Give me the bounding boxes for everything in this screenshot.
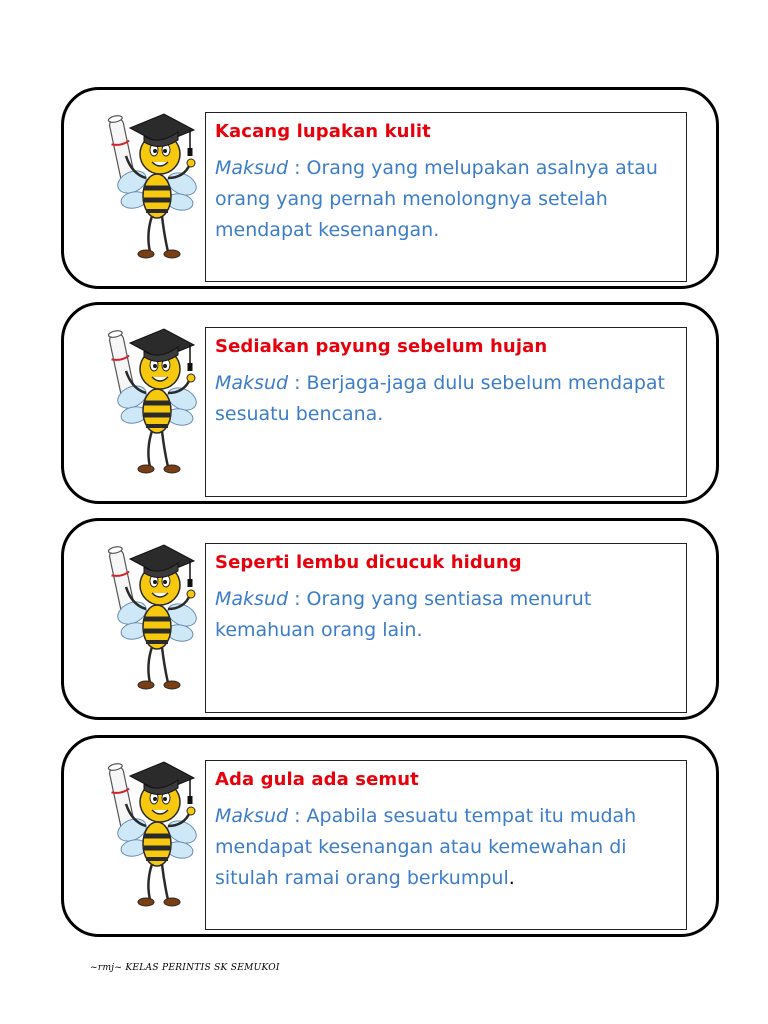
proverb-title: Sediakan payung sebelum hujan [215, 336, 548, 357]
graduate-bee-icon [102, 531, 202, 703]
meaning-label: Maksud [215, 805, 289, 827]
meaning-text: Apabila sesuatu tempat itu mudah mendapat kesenangan atau kemewahan di situlah ramai orang berkumpul [215, 805, 637, 889]
meaning-text: Orang yang sentiasa menurut kemahuan orang lain. [215, 588, 592, 641]
proverb-meaning [215, 153, 678, 246]
proverb-meaning [215, 368, 678, 430]
meaning-separator: : [288, 588, 307, 610]
meaning-separator: : [288, 157, 307, 179]
meaning-label: Maksud [215, 588, 289, 610]
proverb-title: Seperti lembu dicucuk hidung [215, 552, 522, 573]
proverb-card [61, 735, 719, 937]
proverb-text-box [205, 327, 687, 497]
proverb-text-box [205, 543, 687, 713]
proverb-title: Kacang lupakan kulit [215, 121, 431, 142]
proverb-meaning [215, 801, 678, 894]
proverb-meaning [215, 584, 678, 646]
proverb-title: Ada gula ada semut [215, 769, 419, 790]
meaning-period: . [508, 867, 515, 889]
proverb-text-box [205, 760, 687, 930]
proverb-text-box [205, 112, 687, 282]
meaning-text: Berjaga-jaga dulu sebelum mendapat sesuatu bencana. [215, 372, 665, 425]
proverb-card [61, 518, 719, 720]
proverb-card [61, 302, 719, 504]
meaning-separator: : [288, 805, 307, 827]
meaning-label: Maksud [215, 372, 289, 394]
graduate-bee-icon [102, 100, 202, 272]
graduate-bee-icon [102, 315, 202, 487]
meaning-text: Orang yang melupakan asalnya atau orang yang pernah menolongnya setelah mendapat kesenangan. [215, 157, 658, 241]
footer-credit: ~rmj~ KELAS PERINTIS SK SEMUKOI [90, 963, 280, 973]
graduate-bee-icon [102, 748, 202, 920]
proverb-card [61, 87, 719, 289]
meaning-label: Maksud [215, 157, 289, 179]
meaning-separator: : [288, 372, 307, 394]
